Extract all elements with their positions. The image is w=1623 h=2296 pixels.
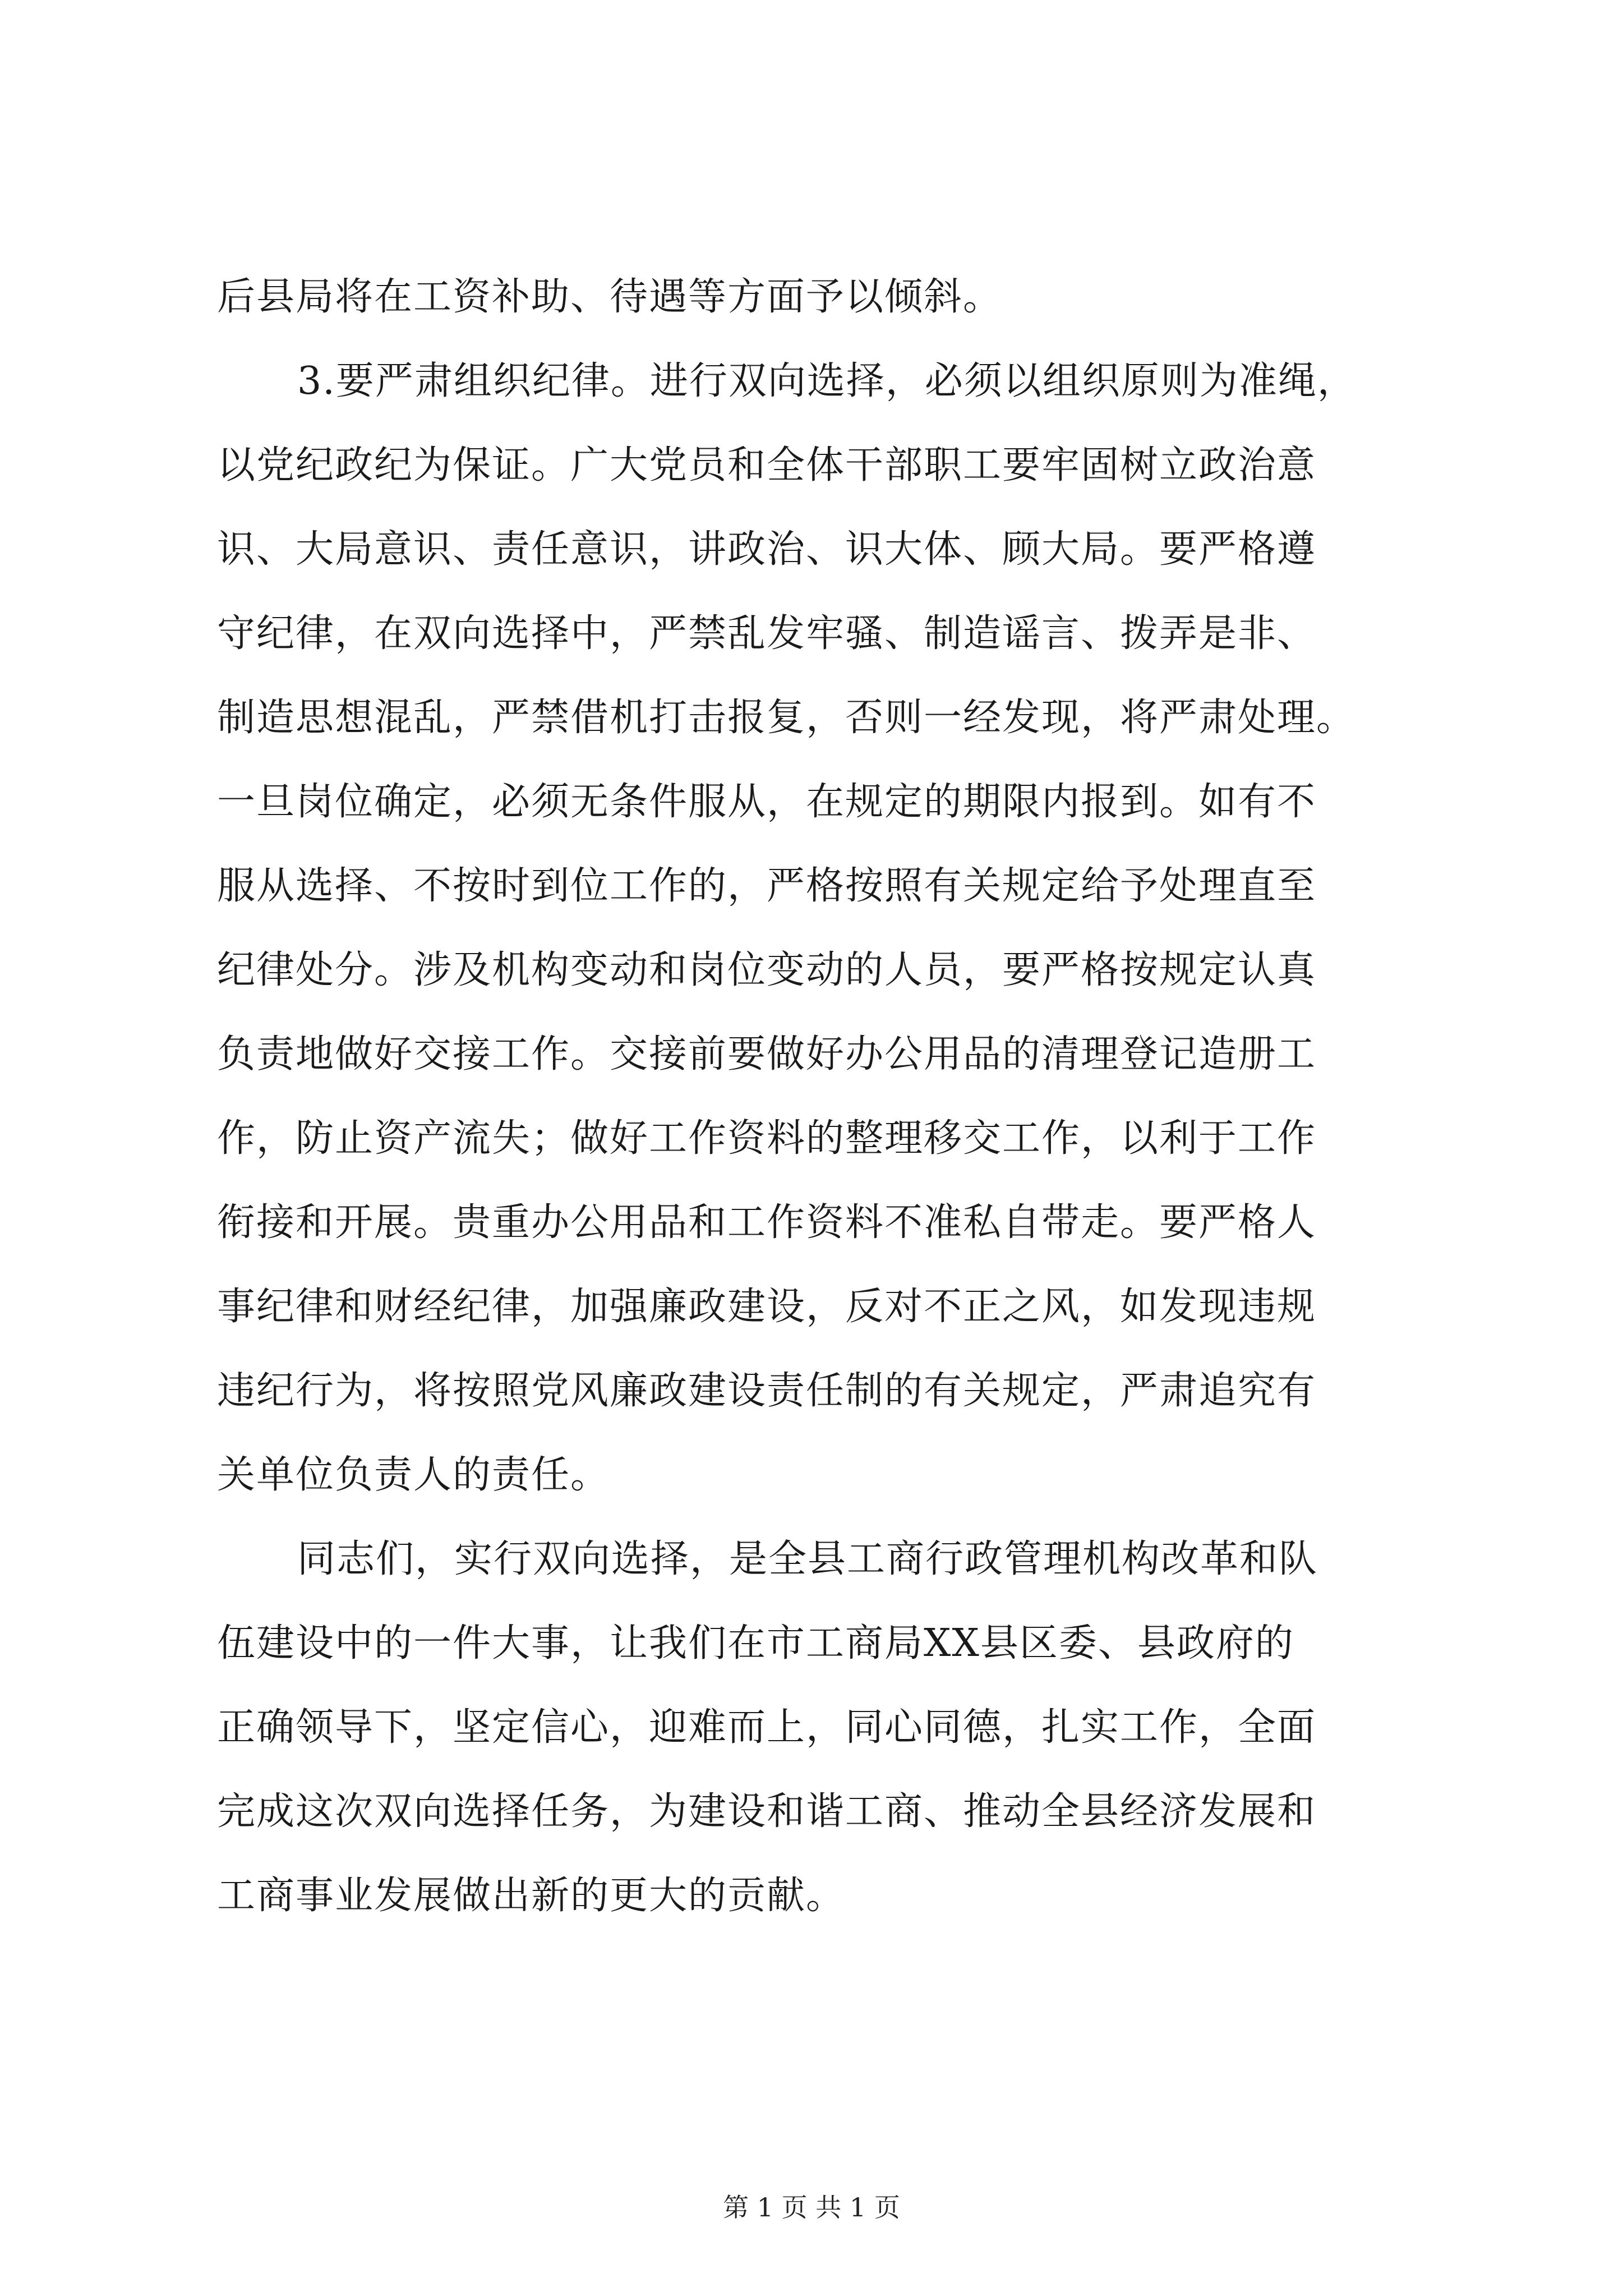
- text-line: 正确领导下，坚定信心，迎难而上，同心同德，扎实工作，全面: [217, 1705, 1317, 1750]
- text-line: 关单位负责人的责任。: [217, 1453, 610, 1497]
- text-line: 守纪律，在双向选择中，严禁乱发牢骚、制造谣言、拨弄是非、: [217, 611, 1317, 656]
- text-line: 违纪行为，将按照党风廉政建设责任制的有关规定，严肃追究有: [217, 1369, 1317, 1413]
- text-line: 工商事业发展做出新的更大的贡献。: [217, 1874, 846, 1918]
- text-line: 完成这次双向选择任务，为建设和谐工商、推动全县经济发展和: [217, 1789, 1317, 1834]
- text-line: 纪律处分。涉及机构变动和岗位变动的人员，要严格按规定认真: [217, 948, 1317, 992]
- text-line: 负责地做好交接工作。交接前要做好办公用品的清理登记造册工: [217, 1032, 1317, 1076]
- text-line: 以党纪政纪为保证。广大党员和全体干部职工要牢固树立政治意: [217, 443, 1317, 487]
- text-line: 同志们，实行双向选择，是全县工商行政管理机构改革和队: [297, 1537, 1318, 1581]
- text-line: 3.要严肃组织纪律。进行双向选择，必须以组织原则为准绳，: [297, 359, 1357, 403]
- text-line: 伍建设中的一件大事，让我们在市工商局XX县区委、县政府的: [217, 1621, 1294, 1665]
- text-line: 事纪律和财经纪律，加强廉政建设，反对不正之风，如发现违规: [217, 1285, 1317, 1329]
- text-line: 识、大局意识、责任意识，讲政治、识大体、顾大局。要严格遵: [217, 527, 1317, 572]
- text-line: 一旦岗位确定，必须无条件服从，在规定的期限内报到。如有不: [217, 780, 1317, 824]
- text-line: 服从选择、不按时到位工作的，严格按照有关规定给予处理直至: [217, 864, 1317, 908]
- text-line: 衔接和开展。贵重办公用品和工作资料不准私自带走。要严格人: [217, 1200, 1317, 1245]
- text-line: 制造思想混乱，严禁借机打击报复，否则一经发现，将严肃处理。: [217, 696, 1356, 740]
- text-line: 作，防止资产流失；做好工作资料的整理移交工作，以利于工作: [217, 1116, 1317, 1161]
- text-line: 后县局将在工资补助、待遇等方面予以倾斜。: [217, 275, 1003, 319]
- page-number-footer: 第 1 页 共 1 页: [723, 2192, 900, 2223]
